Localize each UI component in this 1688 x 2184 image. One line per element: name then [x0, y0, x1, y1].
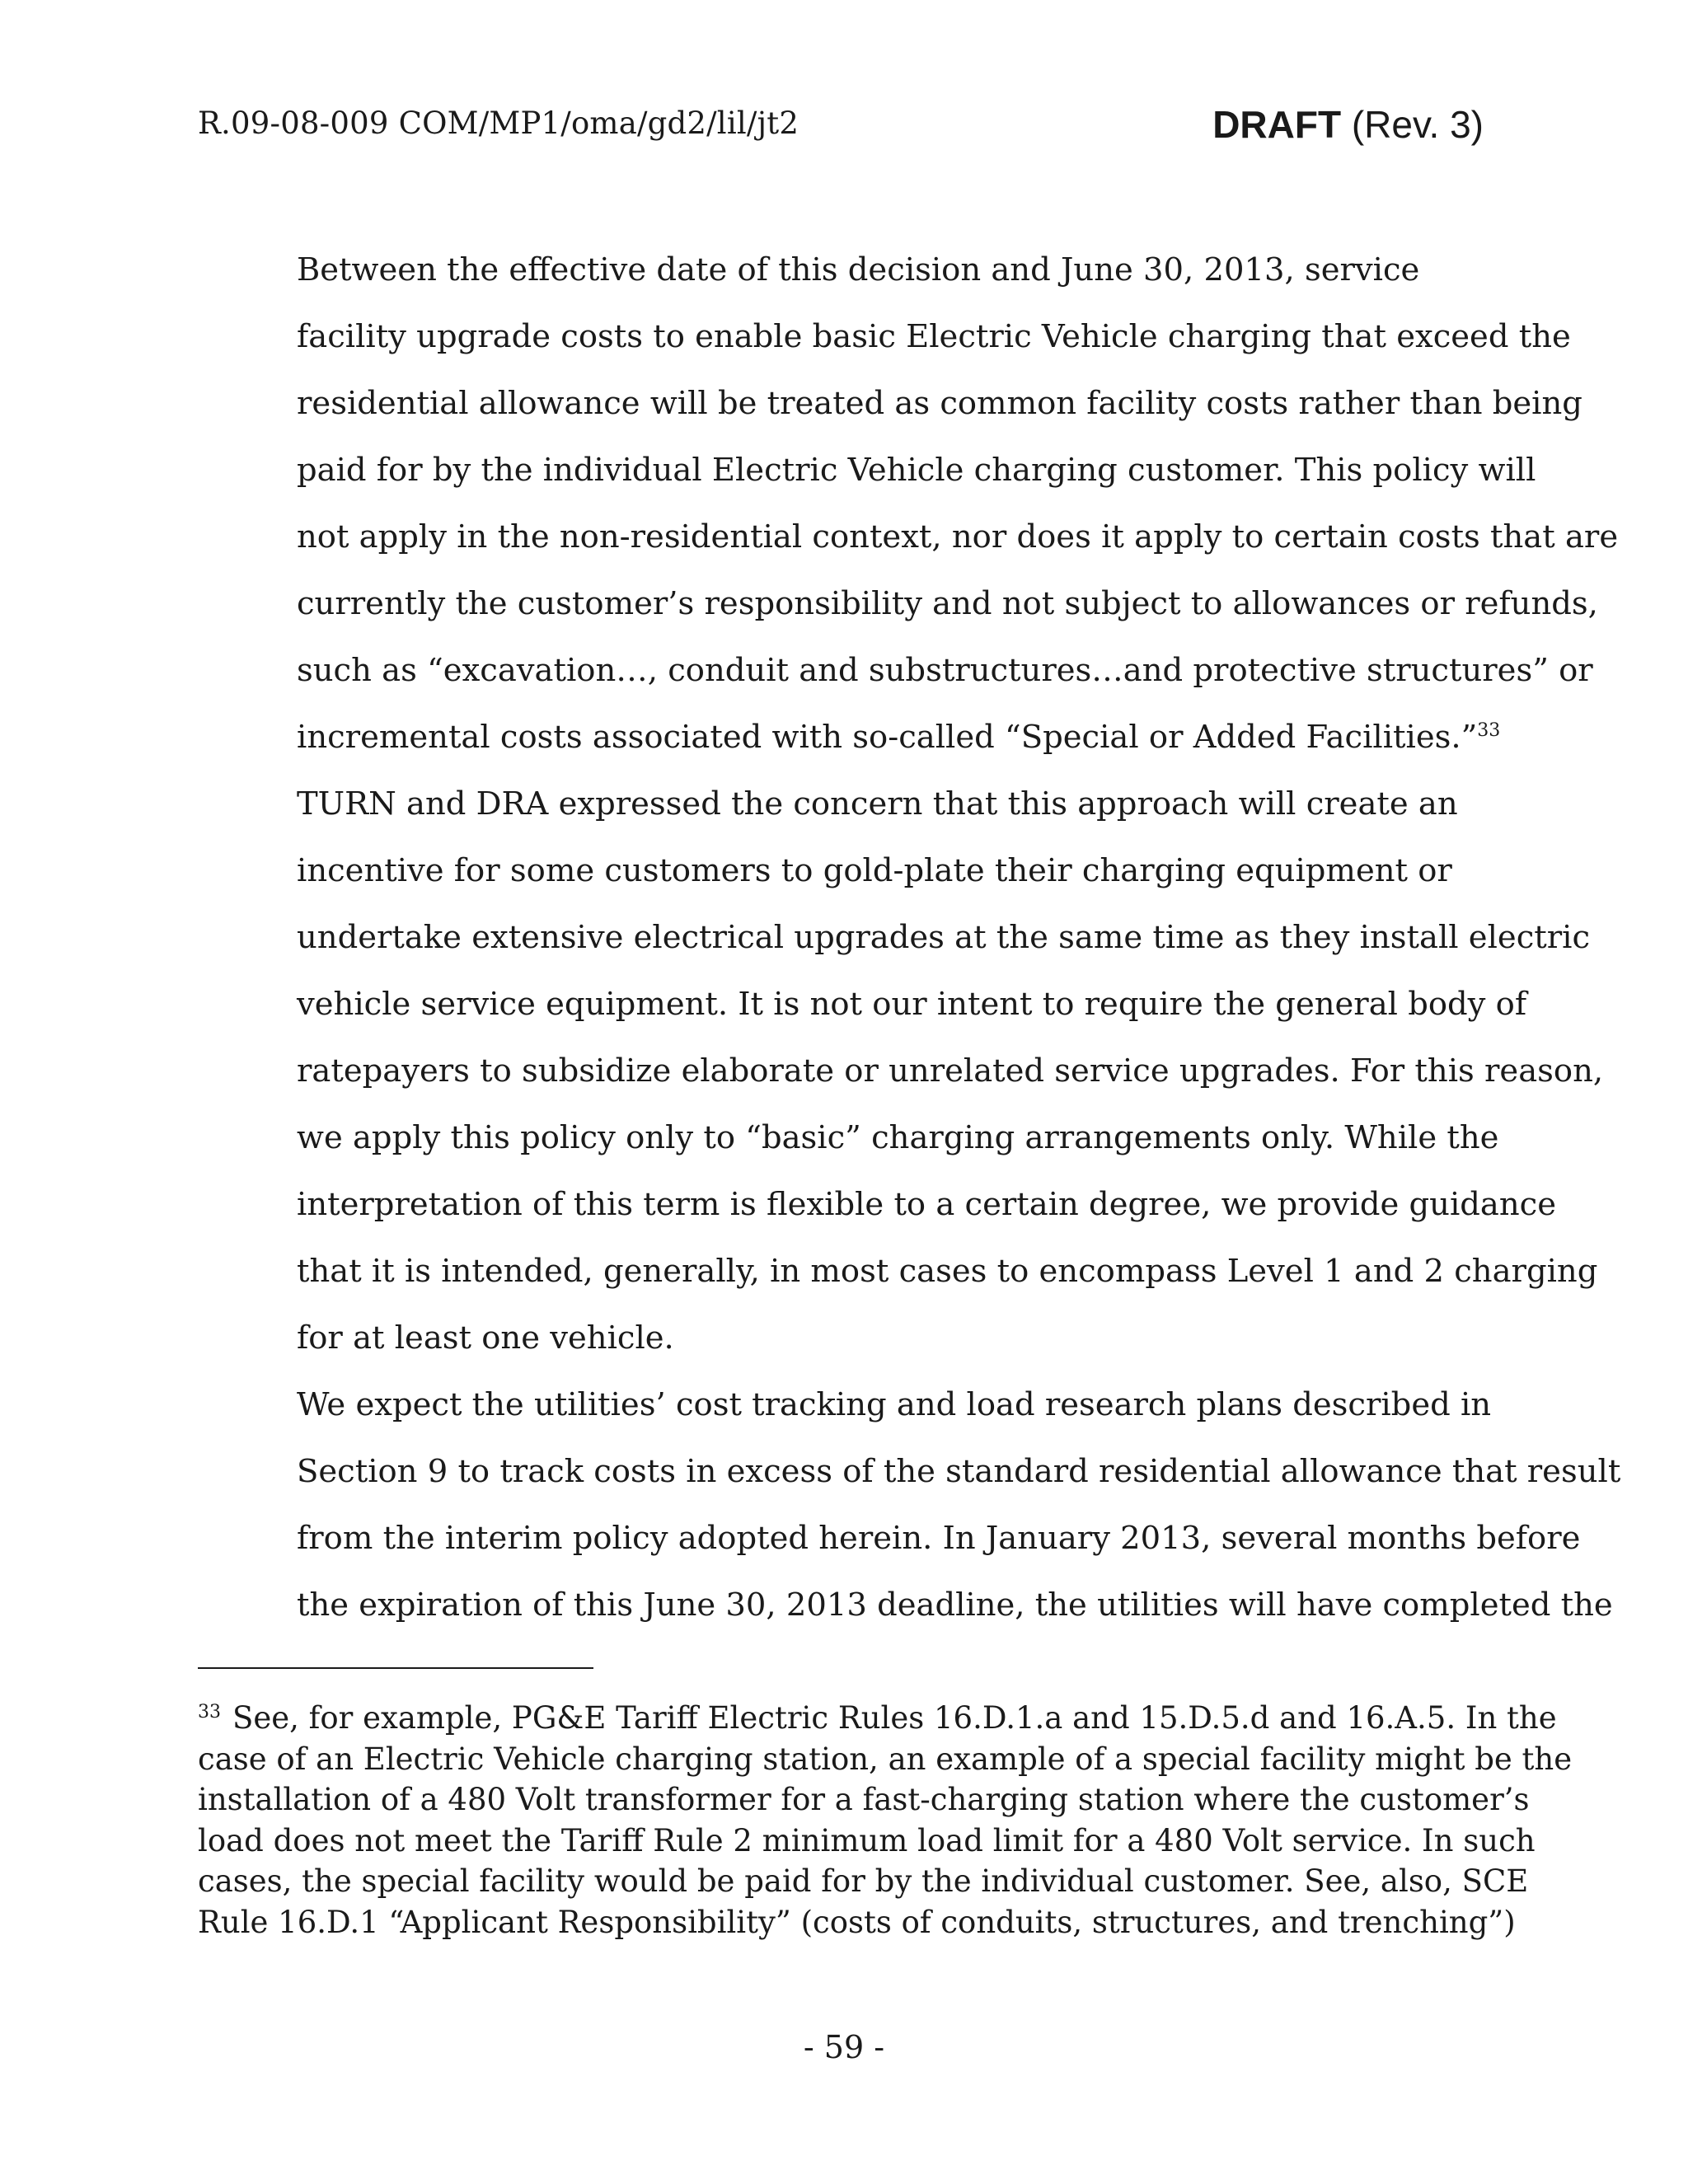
footnote-line: Rule 16.D.1 “Applicant Responsibility” (costs of conduits, structures, and trenching”)	[198, 1904, 1516, 1940]
paragraph-line: residential allowance will be treated as common facility costs rather than being	[297, 385, 1582, 422]
footnote-line: installation of a 480 Volt transformer for a fast-charging station where the customer’s	[198, 1782, 1530, 1817]
paragraph-line: for at least one vehicle.	[297, 1319, 674, 1357]
paragraph-line: We expect the utilities’ cost tracking and load research plans described in	[297, 1386, 1492, 1423]
paragraph-line: interpretation of this term is flexible to a certain degree, we provide guidance	[297, 1186, 1557, 1223]
docket-number: R.09-08-009 COM/MP1/oma/gd2/lil/jt2	[198, 105, 799, 141]
body-text	[198, 237, 1621, 1638]
paragraph-line: we apply this policy only to “basic” charging arrangements only. While the	[297, 1119, 1499, 1156]
draft-label	[1212, 102, 1484, 147]
footnote-reference[interactable]: 33	[1477, 720, 1501, 742]
paragraph-line: incentive for some customers to gold-plate their charging equipment or	[297, 852, 1452, 889]
paragraph-line: the expiration of this June 30, 2013 deadline, the utilities will have completed the	[297, 1586, 1613, 1624]
paragraph-2	[198, 771, 1604, 1371]
footnote-line: cases, the special facility would be paid for by the individual customer. See, also, SCE	[198, 1863, 1529, 1899]
footnote	[198, 1698, 1573, 1943]
footnote-separator	[198, 1667, 593, 1669]
paragraph-line	[198, 704, 1500, 771]
draft-word: DRAFT	[1212, 103, 1342, 146]
footnote-line: case of an Electric Vehicle charging station, an example of a special facility might be the	[198, 1741, 1573, 1777]
footnote-number: 33	[198, 1701, 221, 1722]
paragraph-line: not apply in the non-residential context, nor does it apply to certain costs that are	[297, 518, 1619, 555]
paragraph-line: Section 9 to track costs in excess of the standard residential allowance that result	[297, 1453, 1621, 1490]
paragraph-line: TURN and DRA expressed the concern that this approach will create an	[297, 785, 1458, 823]
paragraph-line: vehicle service equipment. It is not our intent to require the general body of	[297, 986, 1527, 1023]
revision-label: (Rev. 3)	[1351, 103, 1484, 146]
paragraph-line-text: incremental costs associated with so-called “Special or Added Facilities.”	[297, 719, 1478, 756]
page-number: - 59 -	[803, 2029, 885, 2065]
footnote-line-text: See, for example, PG&E Tariff Electric Rules 16.D.1.a and 15.D.5.d and 16.A.5. In the	[232, 1700, 1557, 1736]
paragraph-3	[198, 1371, 1621, 1638]
paragraph-line: facility upgrade costs to enable basic Electric Vehicle charging that exceed the	[297, 318, 1571, 355]
paragraph-1	[198, 237, 1619, 771]
paragraph-line: ratepayers to subsidize elaborate or unrelated service upgrades. For this reason,	[297, 1052, 1604, 1090]
paragraph-line: undertake extensive electrical upgrades at the same time as they install electric	[297, 919, 1591, 956]
paragraph-line: Between the effective date of this decision and June 30, 2013, service	[297, 251, 1420, 288]
paragraph-line: that it is intended, generally, in most cases to encompass Level 1 and 2 charging	[297, 1253, 1598, 1290]
footnote-line: load does not meet the Tariff Rule 2 minimum load limit for a 480 Volt service. In such	[198, 1822, 1536, 1858]
paragraph-line: paid for by the individual Electric Vehicle charging customer. This policy will	[297, 452, 1536, 489]
paragraph-line: currently the customer’s responsibility and not subject to allowances or refunds,	[297, 585, 1598, 622]
footnote-line	[198, 1698, 1557, 1739]
paragraph-line: such as “excavation…, conduit and substructures…and protective structures” or	[297, 652, 1593, 689]
paragraph-line: from the interim policy adopted herein. In January 2013, several months before	[297, 1520, 1581, 1557]
